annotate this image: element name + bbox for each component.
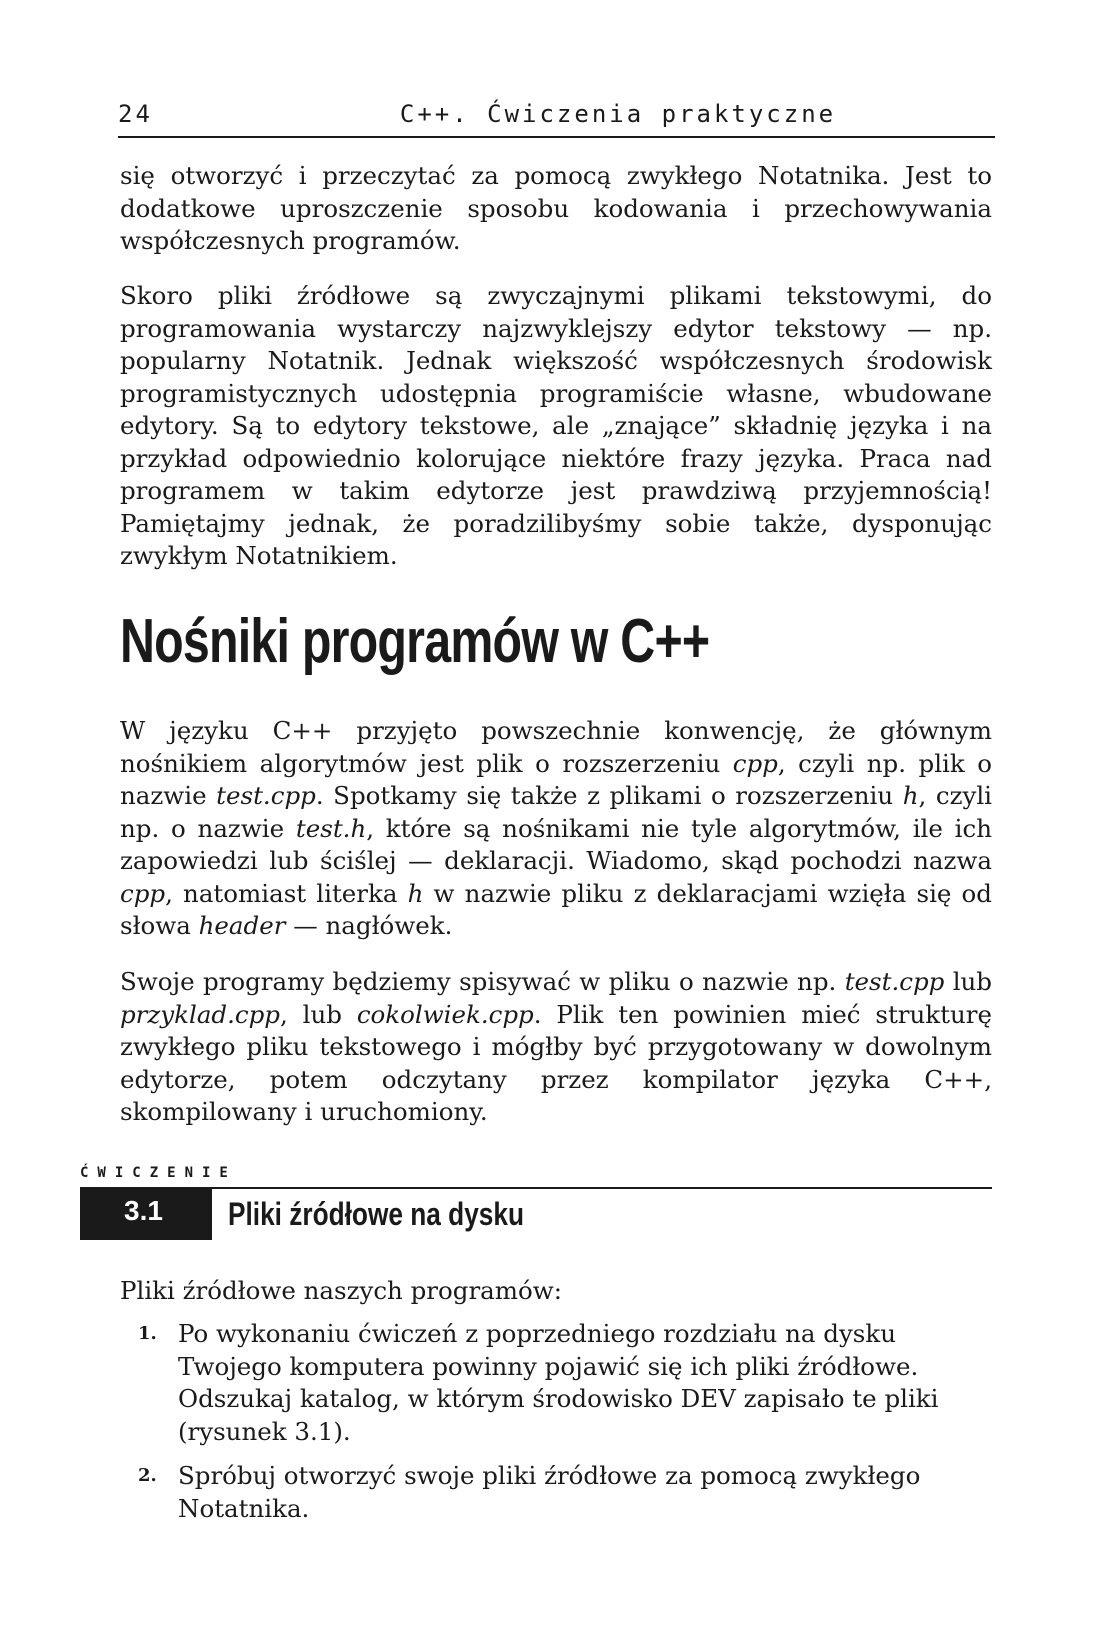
exercise-intro: Pliki źródłowe naszych programów: bbox=[120, 1276, 562, 1305]
step-text: Spróbuj otworzyć swoje pliki źródłowe za pomocą zwykłego Notatnika. bbox=[178, 1461, 921, 1523]
exercise-step bbox=[120, 1318, 992, 1448]
section-heading: Nośniki programów w C++ bbox=[120, 607, 710, 676]
italic-term: przyklad.cpp bbox=[120, 999, 280, 1029]
text-run: . Plik ten powinien mieć strukturę zwykłego pliku tekstowego i mógłby być przygotowany w dowolnym edytorze, potem odczytany przez kompilator języka C++, skompilowany i uruchomiony. bbox=[120, 999, 992, 1126]
italic-term: test.cpp bbox=[216, 781, 316, 810]
text-run: — nagłówek. bbox=[285, 911, 453, 940]
exercise-steps bbox=[120, 1318, 992, 1537]
exercise-number-box bbox=[80, 1187, 212, 1240]
text-run: , czyli np. plik o nazwie bbox=[120, 748, 992, 810]
exercise-number: 3.1 bbox=[124, 1195, 163, 1226]
text-run: W języku C++ przyjęto powszechnie konwencję, że głównym nośnikiem algorytmów jest plik o rozszerzeniu bbox=[120, 716, 992, 778]
paragraph-file-names bbox=[120, 966, 992, 1129]
paragraph bbox=[120, 280, 992, 573]
italic-term: cokolwiek.cpp bbox=[356, 999, 534, 1029]
exercise-title: Pliki źródłowe na dysku bbox=[228, 1196, 525, 1232]
italic-term: cpp bbox=[120, 878, 166, 908]
text-run: , lub bbox=[280, 999, 357, 1029]
paragraph-conventions bbox=[120, 715, 992, 943]
exercise-rule bbox=[80, 1187, 992, 1189]
paragraph bbox=[120, 715, 992, 943]
exercise-label: ĆWICZENIE bbox=[80, 1165, 237, 1181]
page-header bbox=[118, 98, 995, 138]
italic-term: test.h bbox=[295, 813, 367, 843]
paragraph-intro bbox=[120, 160, 992, 258]
step-text: Po wykonaniu ćwiczeń z poprzedniego rozdziału na dysku Twojego komputera powinny pojawić się ich pliki źródłowe. Odszukaj katalog, w którym środowisko DEV zapisało te pliki (rysunek 3.1). bbox=[178, 1319, 939, 1446]
italic-term: test.cpp bbox=[844, 967, 945, 996]
italic-term: h bbox=[902, 781, 919, 810]
text-run: w nazwie pliku z deklaracjami wzięła się od słowa bbox=[120, 878, 992, 940]
step-number: 1. bbox=[138, 1323, 157, 1344]
step-number: 2. bbox=[138, 1465, 157, 1486]
text-run: , czyli np. o nazwie bbox=[120, 781, 993, 843]
text-run: . Spotkamy się także z plikami o rozszerzeniu bbox=[315, 781, 903, 810]
paragraph-editors bbox=[120, 280, 992, 573]
italic-term: h bbox=[407, 878, 424, 908]
paragraph bbox=[120, 966, 992, 1129]
text-run: Swoje programy będziemy spisywać w pliku o nazwie np. bbox=[120, 967, 845, 996]
paragraph bbox=[120, 160, 992, 258]
page-number: 24 bbox=[118, 100, 153, 128]
italic-term: header bbox=[198, 911, 286, 940]
exercise-step bbox=[120, 1460, 992, 1525]
text-run: się otworzyć i przeczytać za pomocą zwykłego Notatnika. Jest to dodatkowe uproszczenie sposobu kodowania i przechowywania współczesnych programów. bbox=[120, 161, 992, 255]
text-run: lub bbox=[944, 967, 992, 996]
exercise-header bbox=[80, 1187, 992, 1240]
text-run: Skoro pliki źródłowe są zwyczajnymi plikami tekstowymi, do programowania wystarczy najzwyklejszy edytor tekstowy — np. popularny Notatnik. Jednak większość współczesnych środowisk programistycznych udostępnia programiście własne, wbudowane edytory. Są to edytory tekstowe, ale „znające” składnię języka i na przykład odpowiednio kolorujące niektóre frazy języka. Praca nad programem w takim edytorze jest prawdziwą przyjemnością! Pamiętajmy jednak, że poradzilibyśmy sobie także, dysponując zwykłym Notatnikiem. bbox=[120, 281, 992, 570]
text-run: , natomiast literka bbox=[165, 878, 408, 908]
italic-term: cpp bbox=[732, 748, 778, 778]
running-title: C++. Ćwiczenia praktyczne bbox=[399, 100, 837, 128]
text-run: , które są nośnikami nie tyle algorytmów, ile ich zapowiedzi lub ściślej — deklaracji. Wiadomo, skąd pochodzi nazwa bbox=[120, 813, 992, 875]
